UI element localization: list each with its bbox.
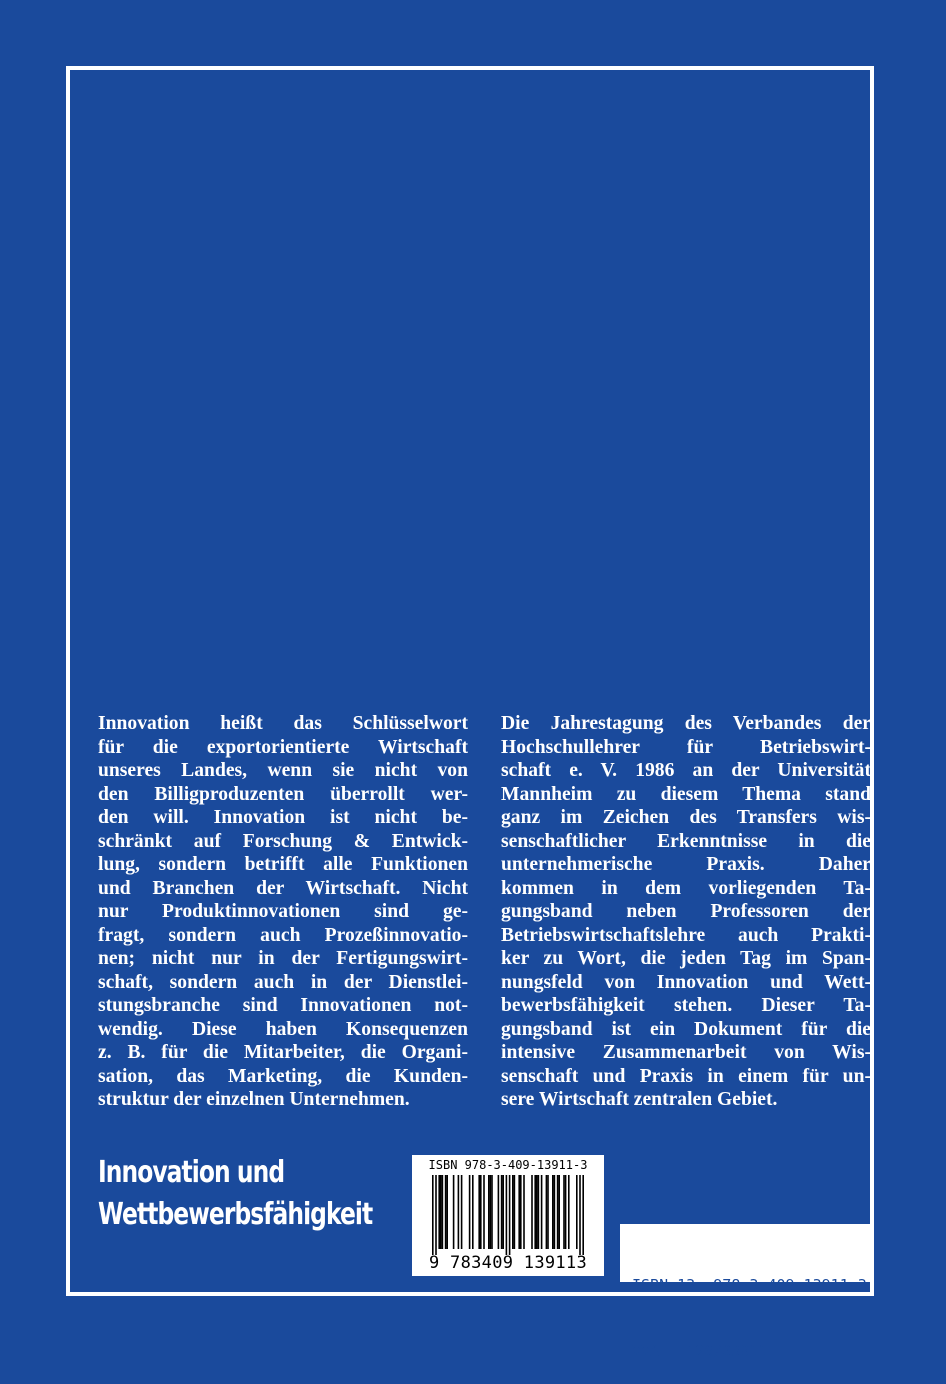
barcode-bar <box>435 1175 437 1255</box>
cover-frame <box>66 66 874 1296</box>
blurb-line: wendig. Diese haben Konsequenzen <box>98 1018 468 1040</box>
blurb-line: unternehmerische Praxis. Daher <box>501 854 871 875</box>
blurb-line: schaft e. V. 1986 an der Universität <box>501 760 871 781</box>
blurb-left-column <box>98 712 468 1112</box>
blurb-line: Betriebswirtschaftslehre auch Prakti- <box>501 924 871 946</box>
barcode-bar <box>478 1175 480 1249</box>
blurb-line: gungsband ist ein Dokument für die <box>501 1018 871 1040</box>
blurb-line: lung, sondern betrifft alle Funktionen <box>98 854 468 875</box>
blurb-line: senschaftlicher Erkenntnisse in die <box>501 830 871 852</box>
barcode-isbn-text: ISBN 978-3-409-13911-3 <box>428 1158 588 1172</box>
barcode-bar <box>538 1175 540 1249</box>
blurb-line: Innovation heißt das Schlüsselwort <box>98 713 468 734</box>
blurb-line: intensive Zusammenarbeit von Wis- <box>501 1042 871 1063</box>
barcode-bar <box>438 1175 440 1249</box>
blurb-line: nen; nicht nur in der Fertigungswirt- <box>98 948 468 969</box>
blurb-line: gungsband neben Professoren der <box>501 901 871 922</box>
barcode-bar <box>491 1175 493 1249</box>
blurb-line: struktur der einzelnen Unternehmen. <box>98 1089 410 1110</box>
barcode-bar <box>442 1175 444 1249</box>
blurb-line: Hochschullehrer für Betriebswirt- <box>501 736 871 758</box>
barcode-bar <box>576 1175 578 1249</box>
blurb-line: den will. Innovation ist nicht be- <box>98 807 468 828</box>
barcode-bar <box>440 1175 442 1249</box>
barcode-bar <box>501 1175 503 1249</box>
barcode-bar <box>552 1175 554 1249</box>
blurb-line: für die exportorientierte Wirtschaft <box>98 736 468 758</box>
blurb-line: sation, das Marketing, die Kunden- <box>98 1065 468 1087</box>
barcode-bar <box>472 1175 474 1249</box>
blurb-line: und Branchen der Wirtschaft. Nicht <box>98 877 468 899</box>
barcode-digits: 9 783409 139113 <box>428 1253 588 1273</box>
barcode-bar <box>458 1175 460 1249</box>
barcode-bar <box>453 1175 455 1249</box>
blurb-line: schränkt auf Forschung & Entwick- <box>98 830 468 852</box>
barcode-bar <box>506 1175 508 1255</box>
barcode-bar <box>531 1175 533 1249</box>
barcode-bar <box>568 1175 570 1249</box>
barcode-bars <box>412 1175 604 1255</box>
blurb-line: z. B. für die Mitarbeiter, die Organi- <box>98 1042 468 1063</box>
barcode-bar <box>523 1175 525 1249</box>
barcode-bar <box>461 1175 463 1249</box>
barcode-bar <box>488 1175 490 1249</box>
barcode-bar <box>520 1175 522 1249</box>
barcode-bar <box>547 1175 549 1249</box>
barcode-bar <box>480 1175 482 1249</box>
barcode-bar <box>446 1175 448 1249</box>
barcode-bar <box>469 1175 471 1249</box>
book-title-line-2: Wettbewerbsfähigkeit <box>98 1197 373 1232</box>
blurb-line: Die Jahrestagung des Verbandes der <box>501 713 871 734</box>
barcode-bar <box>509 1175 511 1255</box>
barcode-bar <box>512 1175 514 1249</box>
barcode-bar <box>490 1175 492 1249</box>
blurb-line: Mannheim zu diesem Thema stand <box>501 783 871 805</box>
barcode-bar <box>514 1175 516 1249</box>
blurb-line: sere Wirtschaft zentralen Gebiet. <box>501 1089 778 1110</box>
barcode-bar <box>534 1175 536 1249</box>
barcode-bar <box>557 1175 559 1249</box>
barcode-bar <box>432 1175 434 1255</box>
barcode-bar <box>536 1175 538 1249</box>
book-title-line-1: Innovation und <box>98 1155 285 1190</box>
barcode-bar <box>518 1175 520 1249</box>
sticker-vva-line: VVA 126/03911 <box>632 1342 768 1360</box>
blurb-line: nungsfeld von Innovation und Wett- <box>501 971 871 993</box>
blurb-right-column <box>501 712 871 1112</box>
blurb-line: nur Produktinnovationen sind ge- <box>98 901 468 922</box>
blurb-line: schaft, sondern auch in der Dienstlei- <box>98 971 468 993</box>
barcode-bar <box>582 1175 584 1255</box>
barcode-bar <box>483 1175 485 1249</box>
barcode-bar <box>502 1175 504 1249</box>
blurb-line: unseres Landes, wenn sie nicht von <box>98 760 468 781</box>
blurb-line: stungsbranche sind Innovationen not- <box>98 995 468 1016</box>
barcode-bar <box>498 1175 500 1249</box>
barcode-bar <box>579 1175 581 1255</box>
sticker-isbn-line: ISBN-13: 978-3-409-13911-3 <box>632 1276 867 1294</box>
barcode-bar <box>554 1175 556 1249</box>
blurb-line: ker zu Wort, die jeden Tag im Span- <box>501 948 871 969</box>
barcode-label <box>412 1155 604 1276</box>
barcode-bar <box>565 1175 567 1249</box>
barcode-bar <box>563 1175 565 1249</box>
barcode-bar <box>558 1175 560 1249</box>
blurb-line: fragt, sondern auch Prozeßinnovatio- <box>98 924 468 946</box>
isbn-sticker <box>620 1224 874 1360</box>
barcode-bar <box>541 1175 543 1249</box>
blurb-line: bewerbsfähigkeit stehen. Dieser Ta- <box>501 995 871 1016</box>
blurb-line: senschaft und Praxis in einem für un- <box>501 1065 871 1087</box>
barcode-bar <box>546 1175 548 1249</box>
blurb-line: den Billigproduzenten überrollt wer- <box>98 783 468 805</box>
blurb-line: ganz im Zeichen des Transfers wis- <box>501 807 871 828</box>
book-title <box>98 1152 372 1236</box>
blurb-line: kommen in dem vorliegenden Ta- <box>501 877 871 899</box>
barcode-bar <box>445 1175 447 1249</box>
